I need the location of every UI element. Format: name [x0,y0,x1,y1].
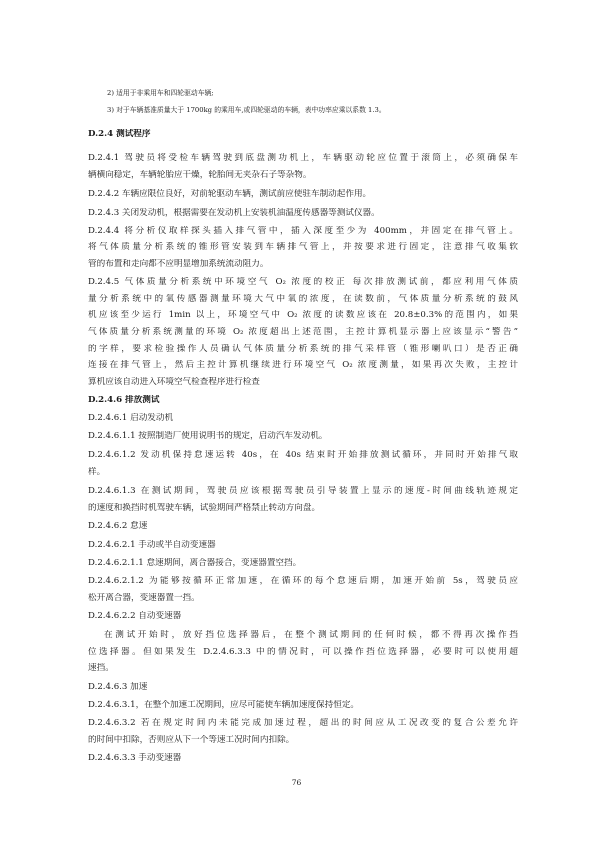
page-number: 76 [291,778,302,787]
paragraph-line: 辆横向稳定，车辆轮胎应干燥，轮胎间无夹杂石子等杂物。 [88,170,312,180]
paragraph-line: 管的布置和走向都不应明显增加系统流动阻力。 [88,259,269,269]
paragraph-line: D.2.4.4 将分析仪取样探头插入排气管中，插入深度至少为 400mm，并固定在排气管上。 [88,226,518,236]
paragraph-line: 速挡。 [88,663,114,673]
paragraph-line: D.2.4.6.1.2 发动机保持怠速运转 40s，在 40s 结束时开始排放测试循环，并同时开始排气取 [88,450,518,460]
paragraph-line: D.2.4.6.3.2 若在规定时间内未能完成加速过程，超出的时间应从工况改变的复合公差允许 [88,718,518,728]
paragraph-line: 连接在排气管上，然后主控计算机继续进行环境空气 O₂ 浓度测量，如果再次失败，主控计 [88,360,518,370]
paragraph-line: 样。 [88,467,106,477]
paragraph-line: D.2.4.6.2 怠速 [88,521,148,531]
section-heading: D.2.4 测试程序 [88,129,151,139]
paragraph-line: D.2.4.6.1.1 按照制造厂使用说明书的规定，启动汽车发动机。 [88,431,328,441]
subsection-heading: D.2.4.6 排放测试 [88,395,160,405]
paragraph-line: 在测试开始时，放好挡位选择器后，在整个测试期间的任何时候，都不得再次操作挡 [104,630,518,640]
paragraph-line: 将气体质量分析系统的锥形管安装到车辆排气管上，并按要求进行固定，注意排气收集软 [88,242,518,252]
paragraph-line: D.2.4.6.2.1.1 怠速期间，离合器接合，变速器置空挡。 [88,558,302,568]
paragraph-line: D.2.4.5 气体质量分析系统中环境空气 O₂ 浓度的校正 每次排放测试前，都应利用气体质 [88,277,518,287]
paragraph-line: D.2.4.2 车辆应限位良好，对前轮驱动车辆，测试前应使驻车制动起作用。 [88,189,372,199]
paragraph-line: D.2.4.3 关闭发动机，根据需要在发动机上安装机油温度传感器等测试仪器。 [88,208,380,218]
paragraph-line: D.2.4.6.3.1，在整个加速工况期间，应尽可能使车辆加速度保持恒定。 [88,700,360,710]
paragraph-line: 量分析系统中的氧传感器测量环境大气中氧的浓度，在读数前，气体质量分析系统的鼓风 [88,294,518,304]
paragraph-line: D.2.4.6.1.3 在测试期间，驾驶员应该根据驾驶员引导装置上显示的速度-时间曲线轨迹规定 [88,486,518,496]
paragraph-line: 的速度和换挡时机驾驶车辆，试验期间严格禁止转动方向盘。 [88,503,321,513]
paragraph-line: D.2.4.6.1 启动发动机 [88,413,174,423]
paragraph-line: 松开离合器，变速器置一挡。 [88,593,200,603]
footnote-3: 3) 对于车辆基准质量大于 1700kg 的乘用车,或四轮驱动的车辆，表中功率应乘以系数 1.3。 [107,106,386,114]
paragraph-line: D.2.4.1 驾驶员将受检车辆驾驶到底盘测功机上，车辆驱动轮应位置于滚筒上，必须确保车 [88,153,518,163]
paragraph-line: D.2.4.6.3.3 手动变速器 [88,753,182,763]
paragraph-line: 位选择器。但如果发生 D.2.4.6.3.3 中的情况时，可以操作挡位选择器，必要时可以使用超 [88,647,518,657]
paragraph-line: 的时间中扣除，否则应从下一个等速工况时间内扣除。 [88,735,295,745]
paragraph-line: 气体质量分析系统测量的环境 O₂ 浓度超出上述范围，主控计算机显示器上应该显示“警告” [88,327,518,337]
paragraph-line: 的字样，要求检验操作人员确认气体质量分析系统的排气采样管（锥形喇叭口）是否正确 [88,344,518,354]
paragraph-line: D.2.4.6.2.1 手动或半自动变速器 [88,540,216,550]
footnote-2: 2) 适用于非乘用车和四轮驱动车辆; [107,89,214,97]
paragraph-line: D.2.4.6.2.2 自动变速器 [88,611,182,621]
paragraph-line: 机应该至少运行 1min 以上，环境空气中 O₂ 浓度的读数应该在 20.8±0.3%的范围内，如果 [88,310,518,320]
paragraph-line: D.2.4.6.2.1.2 为能够按循环正常加速，在循环的每个怠速后期，加速开始前 5s，驾驶员应 [88,576,518,586]
paragraph-line: D.2.4.6.3 加速 [88,682,148,692]
paragraph-line: 算机应该自动进入环境空气检查程序进行检查 [88,377,260,387]
